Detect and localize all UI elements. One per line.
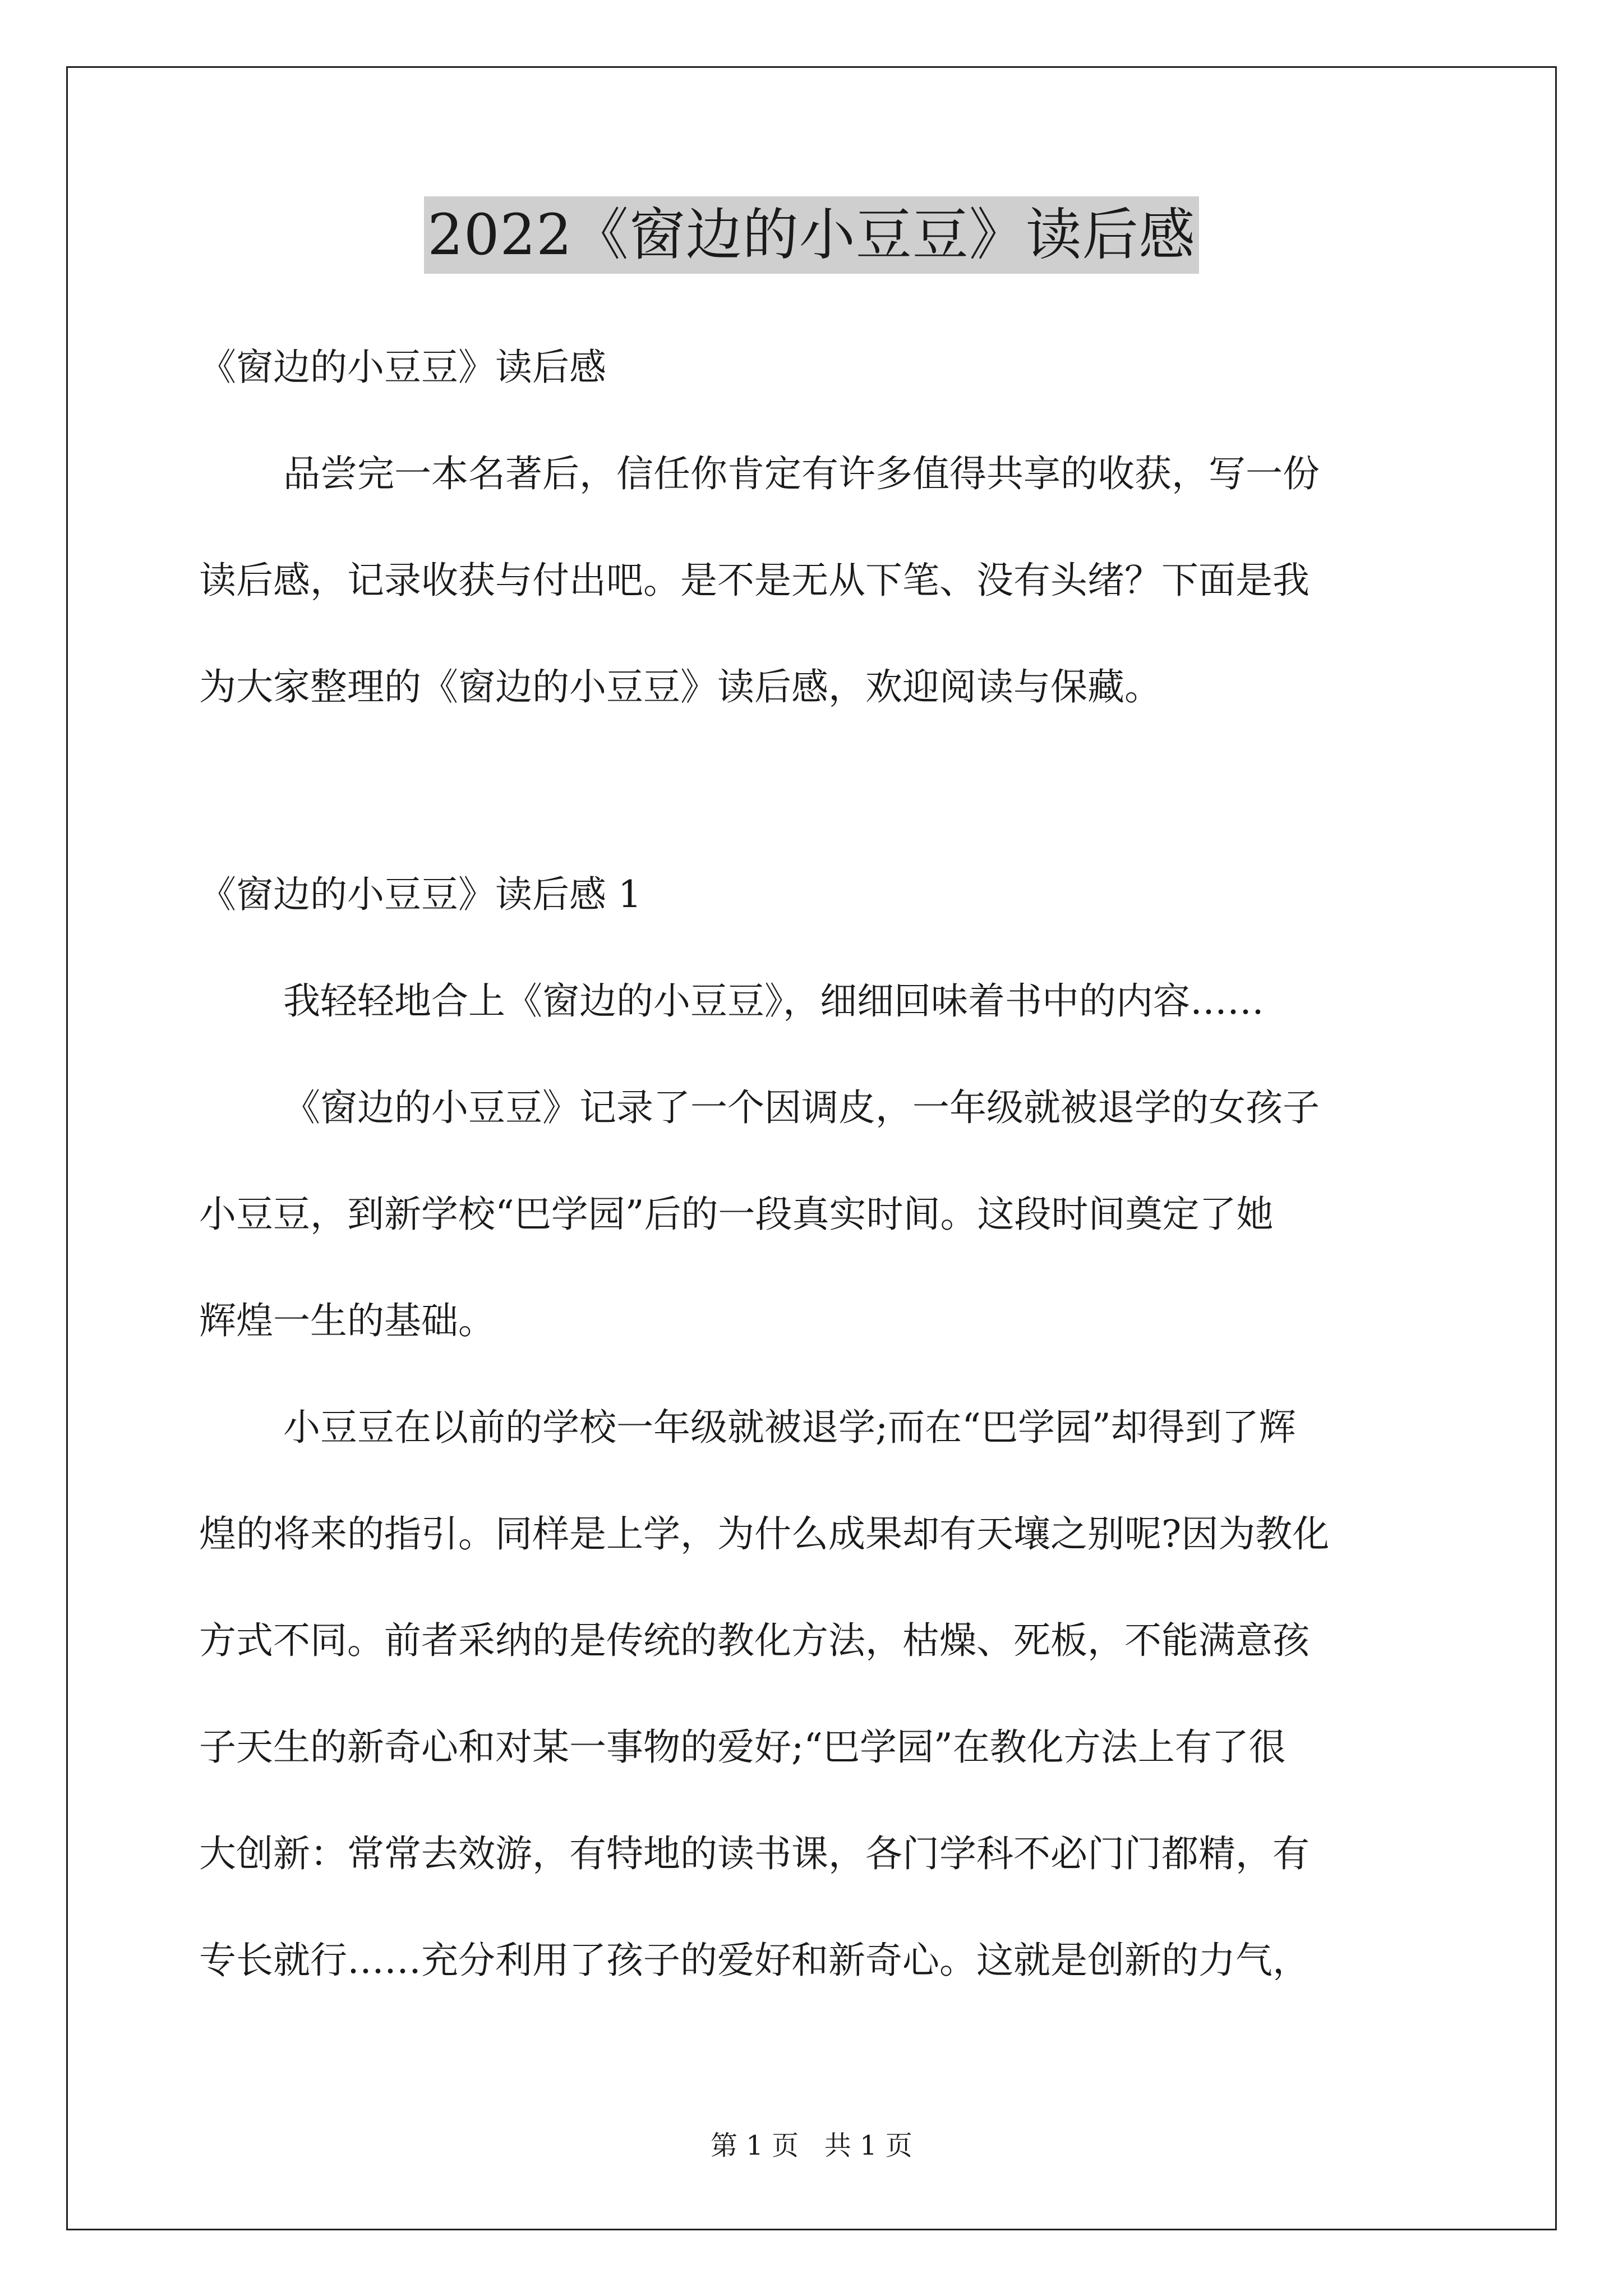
paragraph-line: 方式不同。前者采纳的是传统的教化方法，枯燥、死板，不能满意孩 xyxy=(199,1619,1310,1662)
intro-heading: 《窗边的小豆豆》读后感 xyxy=(199,346,606,389)
section-heading: 《窗边的小豆豆》读后感 1 xyxy=(199,873,642,916)
paragraph-line: 子天生的新奇心和对某一事物的爱好;“巴学园”在教化方法上有了很 xyxy=(199,1726,1286,1769)
page-footer: 第 1 页 共 1 页 xyxy=(711,2130,912,2161)
paragraph-line: 品尝完一本名著后，信任你肯定有许多值得共享的收获，写一份 xyxy=(283,452,1320,495)
paragraph-line: 小豆豆，到新学校“巴学园”后的一段真实时间。这段时间奠定了她 xyxy=(199,1193,1274,1236)
document-body xyxy=(199,325,1427,2014)
document-title: 2022《窗边的小豆豆》读后感 xyxy=(424,196,1199,274)
paragraph-line: 小豆豆在以前的学校一年级就被退学;而在“巴学园”却得到了辉 xyxy=(283,1406,1296,1449)
paragraph-line: 辉煌一生的基础。 xyxy=(199,1299,495,1342)
paragraph-line: 专长就行……充分利用了孩子的爱好和新奇心。这就是创新的力气， xyxy=(199,1939,1310,1982)
paragraph-line: 为大家整理的《窗边的小豆豆》读后感，欢迎阅读与保藏。 xyxy=(199,665,1161,708)
title-wrap xyxy=(0,196,1623,274)
paragraph-line: 读后感，记录收获与付出吧。是不是无从下笔、没有头绪？下面是我 xyxy=(199,559,1310,602)
paragraph-line: 《窗边的小豆豆》记录了一个因调皮，一年级就被退学的女孩子 xyxy=(283,1086,1320,1129)
paragraph-line: 我轻轻地合上《窗边的小豆豆》，细细回味着书中的内容…… xyxy=(283,979,1264,1023)
paragraph-line: 大创新：常常去效游，有特地的读书课，各门学科不必门门都精，有 xyxy=(199,1832,1310,1875)
paragraph-line: 煌的将来的指引。同样是上学，为什么成果却有天壤之别呢?因为教化 xyxy=(199,1512,1330,1556)
